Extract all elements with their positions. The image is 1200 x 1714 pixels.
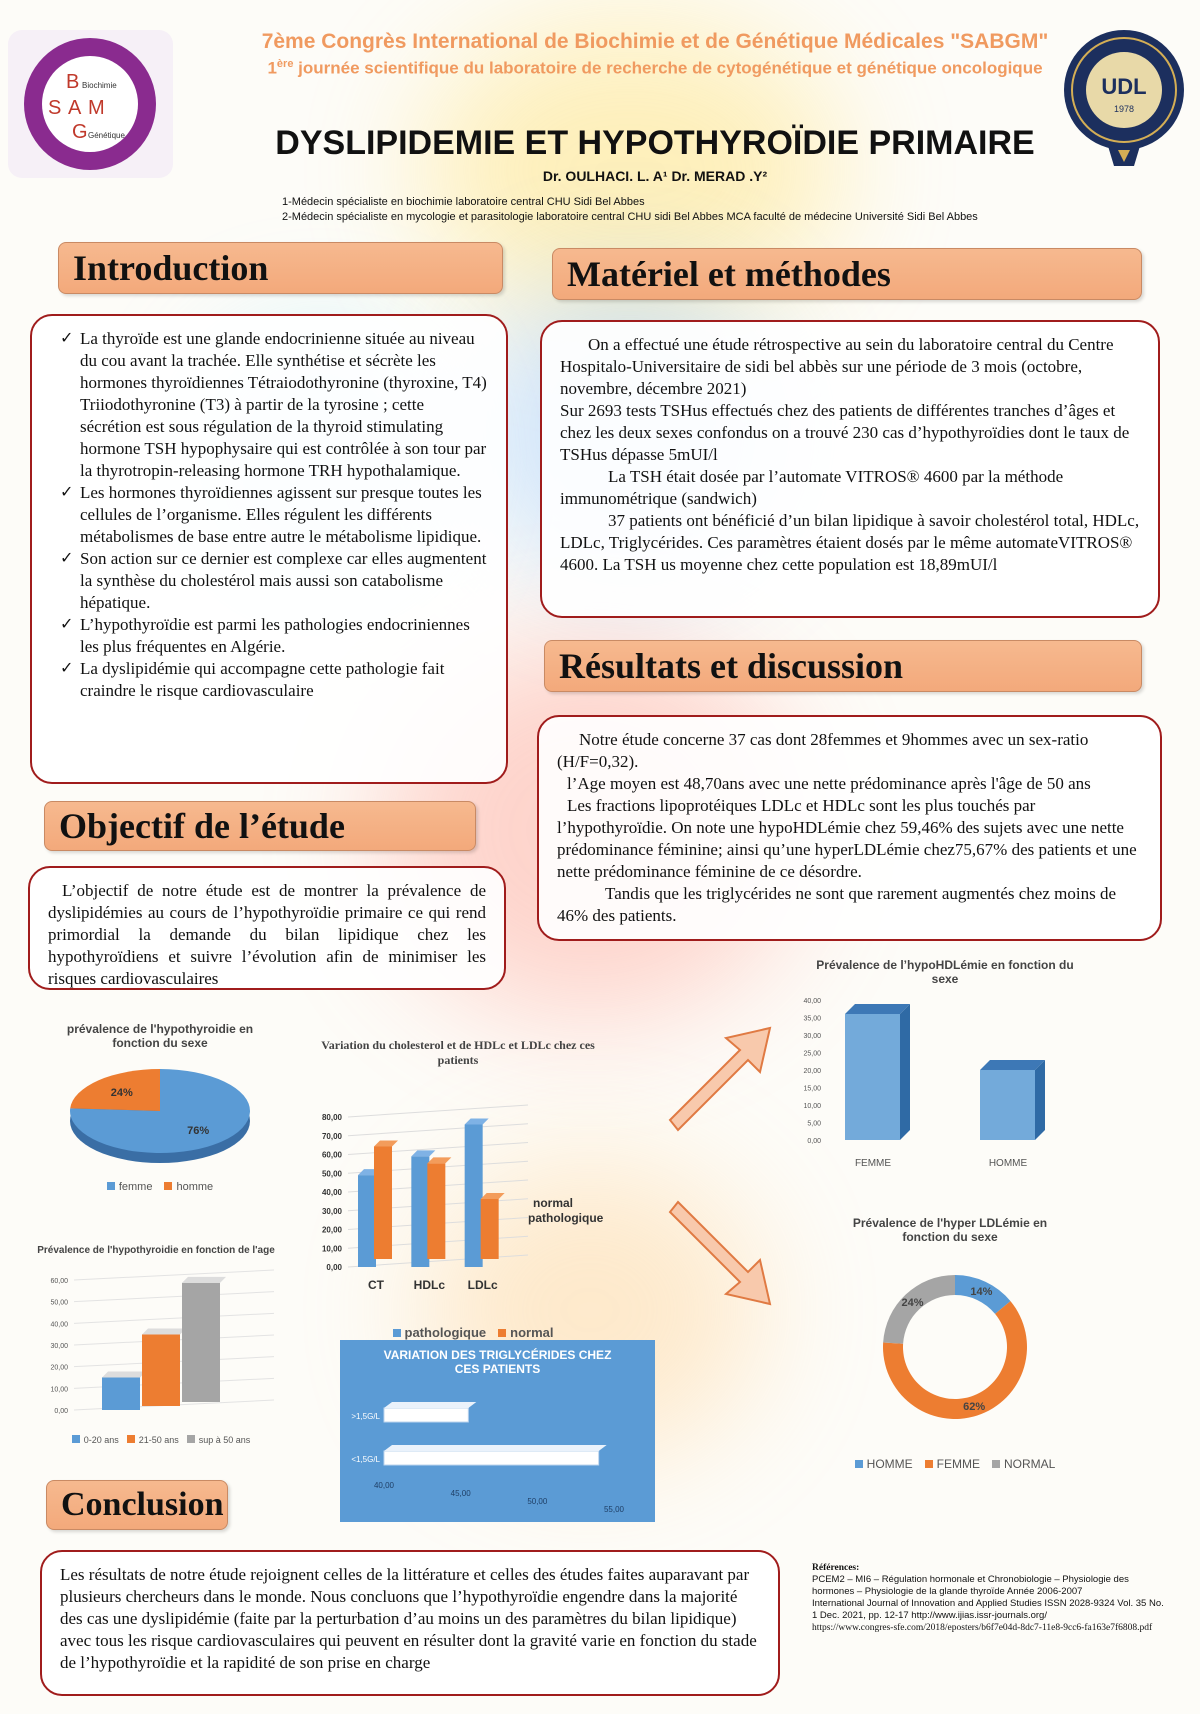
legend-item-femme: femme xyxy=(107,1181,153,1193)
logo-word: Génétique xyxy=(88,131,125,140)
resultats-p3: Les fractions lipoprotéiques LDLc et HDLc sont les plus touchés par l’hypothyroïdie. On note une hypoHDLémie chez 59,46% des sujets avec une nette prédominance féminine; ainsi qu’une hyperLDLémie chez75,67% des patients et une nette prédominance féminine de ce désordre. xyxy=(557,796,1137,881)
objectif-text: L’objectif de notre étude est de montrer la prévalence de dyslipidémies au cours de l’hypothyroïdie primaire ce qui rend primordial la demande du bilan lipidique chez les hypothyroïdiens et suivre l’évolution afin de minimiser les risques cardiovasculaires xyxy=(48,881,486,988)
y-tick-label: 40,00 xyxy=(50,1321,68,1329)
gridline xyxy=(348,1124,528,1136)
chart-title: VARIATION DES TRIGLYCÉRIDES CHEZ CES PATIENTS xyxy=(383,1348,612,1376)
resultats-header: Résultats et discussion xyxy=(544,640,1142,692)
y-tick-label: 40,00 xyxy=(321,1188,342,1197)
logo-word: Biochimie xyxy=(82,81,117,90)
x-tick-label: 50,00 xyxy=(527,1497,548,1506)
bar xyxy=(980,1070,1035,1140)
logo-text: UDL xyxy=(1101,74,1147,99)
y-tick-label: 20,00 xyxy=(803,1068,821,1075)
resultats-p2: l’Age moyen est 48,70ans avec une nette prédominance après l'âge de 50 ans xyxy=(567,774,1091,793)
chart-lipids xyxy=(308,1038,638,1340)
logo-letter: M xyxy=(88,97,105,119)
logo-year: 1978 xyxy=(1113,104,1135,114)
methodes-header: Matériel et méthodes xyxy=(552,248,1142,300)
reference-item: International Journal of Innovation and Applied Studies ISSN 2028-9324 Vol. 35 No. 1 Dec. 2021, pp. 12-17 http://www.ijias.issr-journals.org/ xyxy=(812,1598,1164,1621)
legend-item-normal: NORMAL xyxy=(992,1457,1055,1471)
resultats-p1: Notre étude concerne 37 cas dont 28femmes et 9hommes avec un sex-ratio (H/F=0,32). xyxy=(557,730,1089,771)
affiliation-1: 1-Médecin spécialiste en biochimie laboratoire central CHU Sidi Bel Abbes xyxy=(282,196,645,208)
bar xyxy=(182,1283,220,1402)
resultats-p4: Tandis que les triglycérides ne sont que rarement augmentés chez moins de 46% des patients. xyxy=(557,884,1117,925)
congress-title: 7ème Congrès International de Biochimie et de Génétique Médicales "SABGM" xyxy=(261,30,1049,53)
y-tick-label: 20,00 xyxy=(321,1225,342,1235)
x-tick-label: 55,00 xyxy=(603,1505,625,1514)
y-tick-label: >1,5G/L xyxy=(351,1412,380,1421)
congress-subtitle: 1ère journée scientifique du laboratoire de recherche de cytogénétique et génétique oncologique xyxy=(267,58,1043,78)
sabgm-logo xyxy=(8,30,173,178)
bar xyxy=(427,1163,445,1259)
data-label: 62% xyxy=(963,1400,986,1413)
y-tick-label: 25,00 xyxy=(803,1050,821,1058)
intro-item: ✓ Son action sur ce dernier est complexe car elles augmentent la synthèse du cholestérol mais aussi son catabolisme hépatique. xyxy=(66,548,488,614)
donut-slice xyxy=(883,1275,955,1344)
x-tick-label: 40,00 xyxy=(373,1481,395,1490)
objectif-header: Objectif de l’étude xyxy=(44,801,476,851)
conclusion-text: Les résultats de notre étude rejoignent celles de la littérature et celles des études faites auparavant par plusieurs chercheurs dans le monde. Nous concluons que l’hypothyroïdie engendre dans la majorité des cas une dyslipidémie (faite par la perturbation d’au moins un des paramètres du bilan lipidique) avec tous les risque cardiovasculaires qui peuvent en résulter dont la gravité varie en fonction du stade de l’hypothyroïdie et la rapidité de son prise en charge xyxy=(60,1565,757,1672)
chart-legend xyxy=(825,1457,1085,1471)
y-tick-label: 40,00 xyxy=(803,998,821,1005)
y-tick-label: 30,00 xyxy=(50,1343,68,1350)
legend-item-homme: homme xyxy=(164,1181,213,1193)
chart-title: Prévalence de l'hyper LDLémie en fonction du sexe xyxy=(852,1216,1048,1244)
gridline xyxy=(74,1313,274,1323)
bar-top xyxy=(384,1445,607,1451)
resultats-box xyxy=(537,715,1162,941)
gridline xyxy=(74,1292,274,1302)
chart-sex-pie xyxy=(60,1022,260,1193)
y-tick-label: 50,00 xyxy=(321,1169,342,1179)
bar-top xyxy=(980,1060,1045,1070)
y-tick-label: <1,5G/L xyxy=(351,1455,380,1464)
intro-item: ✓ La dyslipidémie qui accompagne cette pathologie fait craindre le risque cardiovasculaire xyxy=(66,658,488,702)
methodes-p2: Sur 2693 tests TSHus effectués chez des patients de différentes tranches d’âges et chez les deux sexes confondus on a trouvé 230 cas d’hypothyroïdies dont le taux de TSHus dépasse 5mUI/l xyxy=(560,401,1130,464)
x-tick-label: FEMME xyxy=(854,1158,892,1169)
arrow-up-right-icon xyxy=(660,1010,780,1140)
chart-legend xyxy=(36,1435,286,1445)
data-label: 24% xyxy=(901,1296,924,1309)
legend-item-pathologique: pathologique xyxy=(393,1325,487,1340)
chart-hypohdl xyxy=(785,958,1105,1195)
legend-item-femme: FEMME xyxy=(925,1457,980,1471)
y-tick-label: 50,00 xyxy=(50,1299,68,1307)
authors: Dr. OULHACI. L. A¹ Dr. MERAD .Y² xyxy=(542,168,768,184)
legend-right: pathologique xyxy=(528,1211,604,1225)
y-tick-label: 10,00 xyxy=(321,1244,342,1254)
y-tick-label: 80,00 xyxy=(321,1113,342,1122)
logo-letter: A xyxy=(68,97,82,119)
conclusion-box xyxy=(40,1550,780,1696)
bar-side xyxy=(1035,1060,1045,1140)
reference-item: https://www.congres-sfe.com/2018/eposters/b6f7e04d-8dc7-11e8-9cc6-fa163e7f6808.pdf xyxy=(812,1623,1153,1633)
y-tick-label: 70,00 xyxy=(321,1131,342,1141)
y-tick-label: 10,00 xyxy=(803,1103,821,1110)
legend-right: normal xyxy=(533,1196,574,1210)
chart-age xyxy=(36,1245,286,1445)
references-title: Références: xyxy=(812,1563,860,1573)
x-tick-label: 45,00 xyxy=(450,1489,471,1498)
methodes-box xyxy=(540,320,1160,618)
legend-item-normal: normal xyxy=(498,1325,553,1340)
chart-title: prévalence de l'hypothyroidie en fonction du sexe xyxy=(66,1022,254,1050)
y-tick-label: 10,00 xyxy=(50,1386,68,1394)
x-tick-label: LDLc xyxy=(467,1278,498,1292)
bar-top xyxy=(384,1402,476,1408)
chart-triglycerides xyxy=(340,1340,655,1522)
affiliation-2: 2-Médecin spécialiste en mycologie et parasitologie laboratoire central CHU sidi Bel Abbes MCA faculté de médecine Université Sidi Bel Abbes xyxy=(282,211,978,223)
references xyxy=(812,1562,1167,1634)
legend-item-homme: HOMME xyxy=(855,1457,913,1471)
x-tick-label: HDLc xyxy=(413,1278,446,1292)
objectif-box xyxy=(28,866,506,990)
intro-item: ✓ Les hormones thyroïdiennes agissent sur presque toutes les cellules de l’organisme. Elles régulent les différents métabolismes de base entre autre le métabolisme lipidique. xyxy=(66,482,488,548)
y-tick-label: 60,00 xyxy=(321,1150,342,1160)
intro-item: ✓ L’hypothyroïdie est parmi les pathologies endocriniennes les plus fréquentes en Algérie. xyxy=(66,614,488,658)
bar xyxy=(411,1156,429,1267)
bar-top xyxy=(374,1141,398,1147)
logo-letter: B xyxy=(66,71,80,93)
y-tick-label: 0,00 xyxy=(807,1138,821,1145)
y-tick-label: 30,00 xyxy=(803,1033,821,1040)
arrow-down-right-icon xyxy=(660,1190,780,1320)
y-tick-label: 60,00 xyxy=(50,1278,68,1285)
chart-hyperldl xyxy=(840,1216,1070,1471)
chart-legend xyxy=(308,1325,638,1340)
bar xyxy=(358,1175,376,1267)
legend-item-21-50: 21-50 ans xyxy=(127,1435,179,1445)
reference-item: PCEM2 – MI6 – Régulation hormonale et Chronobiologie – Physiologie des hormones – Physiologie de la glande thyroïde Année 2006-2007 xyxy=(812,1574,1129,1597)
gridline xyxy=(74,1270,274,1280)
introduction-header: Introduction xyxy=(58,242,503,294)
bar xyxy=(384,1451,599,1465)
conclusion-header: Conclusion xyxy=(46,1480,228,1530)
y-tick-label: 0,00 xyxy=(54,1408,68,1415)
methodes-p3: La TSH était dosée par l’automate VITROS® 4600 par la méthode immunométrique (sandwich) xyxy=(560,467,1064,508)
poster-title: DYSLIPIDEMIE ET HYPOTHYROÏDIE PRIMAIRE xyxy=(275,124,1035,162)
data-label: 76% xyxy=(187,1124,210,1137)
university-logo xyxy=(1060,28,1188,168)
legend-item-sup-50: sup à 50 ans xyxy=(187,1435,251,1445)
y-tick-label: 35,00 xyxy=(803,1015,821,1023)
bar xyxy=(142,1335,180,1407)
y-tick-label: 30,00 xyxy=(321,1206,342,1216)
methodes-p1: On a effectué une étude rétrospective au sein du laboratoire central du Centre Hospitalo-Universitaire de sidi bel abbès sur une période de 3 mois (octobre, novembre, décembre 2021) xyxy=(560,335,1114,398)
bar xyxy=(465,1125,483,1268)
data-label: 24% xyxy=(110,1087,133,1100)
bar-top xyxy=(845,1004,910,1014)
bar-top xyxy=(411,1150,435,1156)
bar-top xyxy=(427,1157,451,1163)
bar-side xyxy=(900,1004,910,1140)
y-tick-label: 0,00 xyxy=(326,1263,342,1272)
bar-top xyxy=(102,1372,146,1378)
bar-top xyxy=(465,1119,489,1125)
logo-letter: G xyxy=(72,121,88,143)
gridline xyxy=(348,1105,528,1117)
x-tick-label: HOMME xyxy=(988,1158,1028,1169)
bar xyxy=(481,1199,499,1259)
introduction-box xyxy=(30,314,508,784)
data-label: 14% xyxy=(970,1285,993,1298)
bar xyxy=(845,1014,900,1140)
chart-title: Prévalence de l'hypothyroidie en fonction de l'age xyxy=(37,1245,275,1256)
bar xyxy=(102,1378,140,1411)
y-tick-label: 5,00 xyxy=(807,1120,821,1128)
bar xyxy=(384,1408,468,1422)
bar xyxy=(374,1147,392,1260)
chart-title: Prévalence de l’hypoHDLémie en fonction du sexe xyxy=(816,958,1074,986)
chart-title: Variation du cholesterol et de HDLc et LDLc chez ces patients xyxy=(321,1038,595,1067)
bar-top xyxy=(142,1329,186,1335)
bar-top xyxy=(182,1277,226,1283)
intro-item: ✓ La thyroïde est une glande endocrinienne située au niveau du cou avant la trachée. Elle synthétise et sécrète les hormones thyroïdiennes Tétraiodothyronine (thyroxine, T4) Triiodothyronine (T3) à partir de la tyrosine ; cette sécrétion est sous régulation de la thyroid stimulating hormone TSH hypophysaire qui est contrôlée à son tour par la thyrotropin-releasing hormone TRH hypothalamique. xyxy=(66,328,488,482)
methodes-p4: 37 patients ont bénéficié d’un bilan lipidique à savoir cholestérol total, HDLc, LDLc, Triglycérides. Ces paramètres étaient dosés par le même automateVITROS® 4600. La TSH us moyenne chez cette population est 18,89mUI/l xyxy=(560,511,1140,574)
chart-legend xyxy=(60,1181,260,1193)
logo-letter: S xyxy=(48,97,62,119)
x-tick-label: CT xyxy=(368,1278,384,1292)
y-tick-label: 20,00 xyxy=(50,1364,68,1372)
y-tick-label: 15,00 xyxy=(803,1085,821,1093)
legend-item-0-20: 0-20 ans xyxy=(72,1435,119,1445)
bar-top xyxy=(481,1193,505,1199)
